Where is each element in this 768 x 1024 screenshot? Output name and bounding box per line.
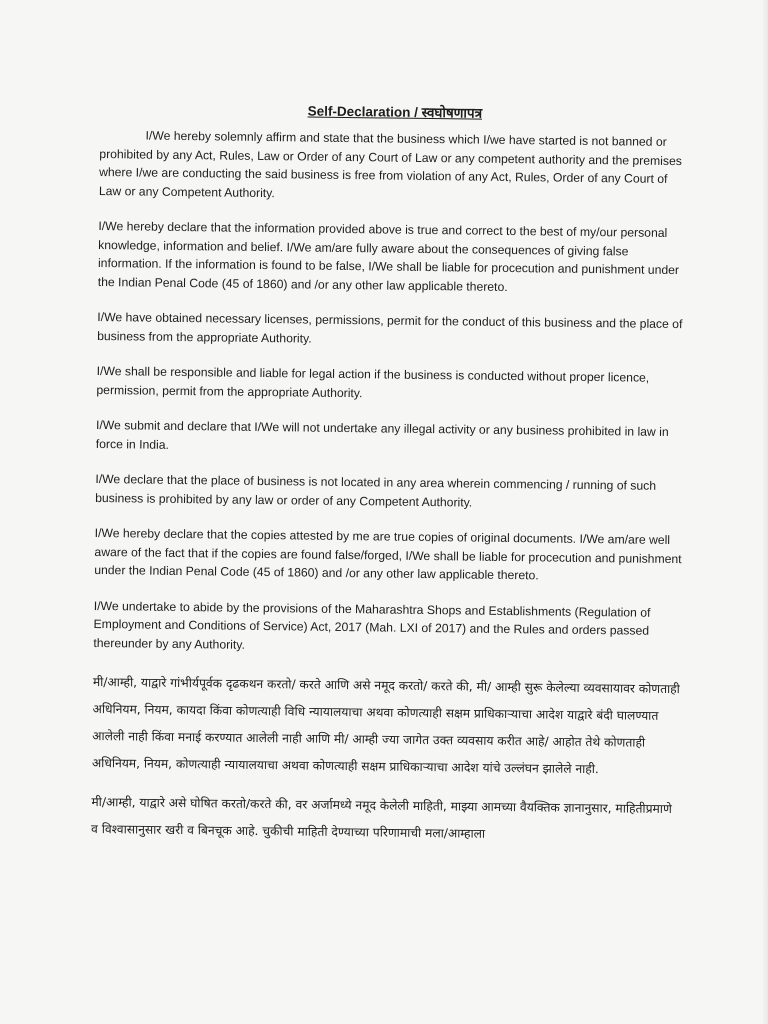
page-title: Self-Declaration / स्वघोषणापत्र [307,103,483,121]
declaration-paragraph-8: I/We undertake to abide by the provisions of the Maharashtra Shops and Establishments (Regulation of Employment and Conditions of Service) Act, 2017 (Mah. LXI of 2017) and the Rules and orders passed thereunder by any Authority. [93,598,651,652]
declaration-paragraph-1: I/We hereby solemnly affirm and state that the business which I/we have started is not banned or prohibited by any Act, Rules, Law or Order of any Court of Law or any competent authority and the premises where I/we are conducting the said business is free from violation of any Act, Rules, Order of any Court of Law or any Competent Authority. [98,128,682,200]
declaration-paragraph-7: I/We hereby declare that the copies attested by me are true copies of original documents. I/We am/are well aware of the fact that if the copies are found false/forged, I/We shall be liable for procecution and punishment under the Indian Penal Code (45 of 1860) and /or any other law applicable thereto. [94,525,682,583]
page-edge-shadow [762,0,768,1024]
declaration-body [91,100,690,862]
declaration-paragraph-4: I/We shall be responsible and liable for legal action if the business is conducted without proper licence, permission, permit from the appropriate Authority. [96,363,650,400]
marathi-paragraph-1: मी/आम्ही, याद्वारे गांभीर्यपूर्वक दृढकथन करतो/ करते आणि असे नमूद करतो/ करते की, मी/ आम्ही सुरू केलेल्या व्यवसायावर कोणताही अधिनियम, नियम, कायदा किंवा कोणत्याही विधि न्यायालयाचा अथवा कोणत्याही सक्षम प्राधिकाऱ्याचा आदेश याद्वारे बंदी घालण्यात आलेली नाही किंवा मनाई करण्यात आलेली नाही आणि मी/ आम्ही ज्या जागेत उक्त व्यवसाय करीत आहे/ आहोत तेथे कोणताही अधिनियम, नियम, कोणत्याही न्यायालयाचा अथवा कोणत्याही सक्षम प्राधिकाऱ्याचा आदेश यांचे उल्लंघन झालेले नाही. [91,674,680,777]
declaration-paragraph-5: I/We submit and declare that I/We will not undertake any illegal activity or any business prohibited in law in force in India. [95,417,669,452]
declaration-paragraph-2: I/We hereby declare that the information provided above is true and correct to the best of my/our personal knowledge, information and belief. I/We am/are fully aware about the consequences of giving false information. If the information is found to be false, I/We shall be liable for procecution and punishment under the Indian Penal Code (45 of 1860) and /or any other law applicable thereto. [97,218,680,294]
declaration-paragraph-6: I/We declare that the place of business is not located in any area wherein commencing / running of such business is prohibited by any law or order of any Competent Authority. [95,471,657,510]
declaration-paragraph-3: I/We have obtained necessary licenses, permissions, permit for the conduct of this business and the place of business from the appropriate Authority. [97,309,683,346]
marathi-paragraph-2: मी/आम्ही, याद्वारे असे घोषित करतो/करते की, वर अर्जामध्ये नमूद केलेली माहिती, माझ्या आमच्या वैयक्तिक ज्ञानानुसार, माहितीप्रमाणे व विश्वासानुसार खरी व बिनचूक आहे. चुकीची माहिती देण्याच्या परिणामाची मला/आम्हाला [91,794,672,841]
